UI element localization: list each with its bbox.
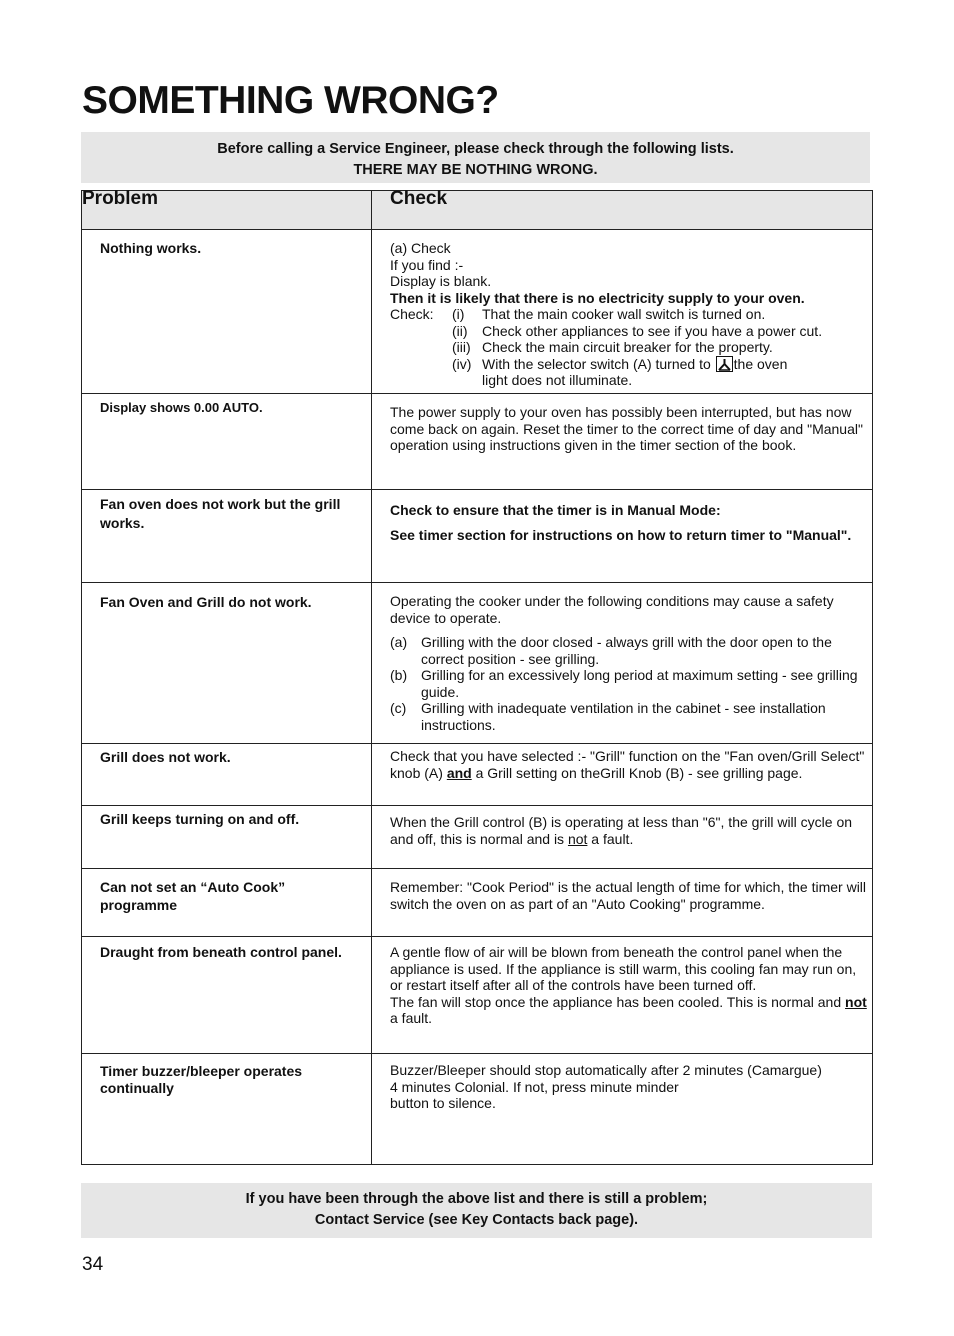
item-text: Grilling for an excessively long period at maximum setting - see grilling guide. — [421, 667, 858, 700]
check-item — [390, 700, 868, 733]
check-cell — [372, 490, 873, 583]
header-check: Check — [372, 191, 873, 230]
check-item — [390, 667, 868, 700]
check-bold-text: Check to ensure that the timer is in Manual Mode: — [390, 502, 721, 518]
check-item — [390, 356, 868, 389]
check-text: A gentle flow of air will be blown from beneath the control panel when the appliance is used. If the appliance is still warm, this cooling fan may run on, or restart itself after all of the controls have been turned off. — [390, 944, 857, 993]
problem-cell: Can not set an “Auto Cook” programme — [82, 869, 372, 937]
check-label: Check: — [390, 306, 434, 322]
check-cell — [372, 394, 873, 490]
item-text: That the main cooker wall switch is turned on. — [482, 306, 766, 322]
item-number: (b) — [390, 667, 408, 683]
check-text-not: not — [845, 993, 867, 1010]
oven-light-symbol-icon — [716, 356, 733, 372]
item-text: Grilling with inadequate ventilation in the cabinet - see installation instructions. — [421, 700, 826, 733]
table-row — [82, 937, 873, 1054]
problem-cell: Display shows 0.00 AUTO. — [82, 394, 372, 490]
outro-banner — [81, 1183, 872, 1238]
check-text: Remember: "Cook Period" is the actual length of time for which, the timer will switch the oven on as part of an "Auto Cooking" programme. — [390, 879, 867, 912]
check-cell — [372, 230, 873, 394]
check-line: Buzzer/Bleeper should stop automatically after 2 minutes (Camargue) — [390, 1062, 822, 1078]
page-title: SOMETHING WRONG? — [82, 79, 499, 122]
check-item — [390, 339, 868, 356]
table-row — [82, 869, 873, 937]
intro-line-1: Before calling a Service Engineer, please check through the following lists. — [217, 141, 734, 157]
problem-cell: Timer buzzer/bleeper operates continually — [82, 1054, 372, 1165]
table-row — [82, 230, 873, 394]
check-text-and: and — [446, 764, 472, 781]
check-text-not: not — [567, 830, 588, 847]
table-row — [82, 744, 873, 806]
intro-line-2: THERE MAY BE NOTHING WRONG. — [353, 162, 598, 178]
page-number: 34 — [82, 1254, 104, 1275]
table-row — [82, 1054, 873, 1165]
check-bold-text: See timer section for instructions on how to return timer to "Manual". — [390, 526, 852, 543]
table-row — [82, 806, 873, 869]
item-text: Check other appliances to see if you have a power cut. — [482, 322, 823, 339]
check-text: Operating the cooker under the following conditions may cause a safety device to operate. — [390, 593, 834, 626]
check-text-before: Check that you have selected :- "Grill" function on the "Fan oven/Grill Select" knob (A) — [390, 748, 865, 781]
item-number: (ii) — [452, 322, 468, 339]
item-text: Check the main circuit breaker for the property. — [482, 339, 773, 355]
check-line: (a) Check — [390, 240, 451, 256]
problem-cell: Grill does not work. — [82, 744, 372, 806]
check-text: The power supply to your oven has possibly been interrupted, but has now come back on again. Reset the timer to the correct time of day and "Manual" operation using instructions given in the timer section of the book. — [390, 404, 863, 453]
item-number: (i) — [452, 306, 465, 322]
check-cell — [372, 869, 873, 937]
check-line: Display is blank. — [390, 273, 492, 289]
check-cell — [372, 937, 873, 1054]
check-text — [390, 814, 868, 847]
table-row — [82, 394, 873, 490]
check-bold-line: Then it is likely that there is no electricity supply to your oven. — [390, 289, 805, 306]
check-text-before: When the Grill control (B) is operating at less than "6", the grill will cycle on and off, this is normal and is — [390, 814, 853, 847]
table-row — [82, 583, 873, 744]
check-text — [390, 748, 868, 781]
item-text-after: the oven — [733, 355, 788, 372]
check-item — [390, 306, 868, 323]
intro-banner — [81, 132, 870, 183]
item-text-before: With the selector switch (A) turned to — [482, 355, 711, 372]
check-item — [390, 634, 868, 667]
outro-line-2: Contact Service (see Key Contacts back page). — [314, 1212, 639, 1228]
item-number: (a) — [390, 634, 408, 650]
check-line: If you find :- — [390, 256, 464, 273]
check-cell — [372, 1054, 873, 1165]
check-cell — [372, 744, 873, 806]
check-cell — [372, 583, 873, 744]
item-text-cont: light does not illuminate. — [482, 372, 633, 388]
item-text — [482, 356, 868, 389]
problem-cell: Nothing works. — [82, 230, 372, 394]
check-cell — [372, 806, 873, 869]
troubleshooting-table — [81, 190, 873, 1165]
check-line: 4 minutes Colonial. If not, press minute minder — [390, 1078, 679, 1095]
problem-cell: Grill keeps turning on and off. — [82, 806, 372, 869]
item-number: (iii) — [452, 339, 471, 355]
problem-cell: Draught from beneath control panel. — [82, 937, 372, 1054]
check-text-after: a fault. — [390, 1010, 433, 1026]
table-header-row — [82, 191, 873, 230]
table-row — [82, 490, 873, 583]
item-number: (c) — [390, 700, 407, 716]
check-text-after: a fault. — [587, 830, 634, 847]
outro-line-1: If you have been through the above list and there is still a problem; — [245, 1191, 708, 1207]
item-number: (iv) — [452, 355, 472, 372]
check-line: button to silence. — [390, 1095, 496, 1111]
check-text-after: a Grill setting on theGrill Knob (B) - see grilling page. — [471, 764, 803, 781]
problem-cell: Fan Oven and Grill do not work. — [82, 583, 372, 744]
problem-cell: Fan oven does not work but the grill works. — [82, 490, 372, 583]
check-text — [390, 994, 868, 1027]
check-text-before: The fan will stop once the appliance has been cooled. This is normal and — [390, 993, 846, 1010]
item-text: Grilling with the door closed - always grill with the door open to the correct position - see grilling. — [421, 634, 832, 667]
header-problem: Problem — [82, 191, 372, 230]
check-item — [390, 323, 868, 340]
